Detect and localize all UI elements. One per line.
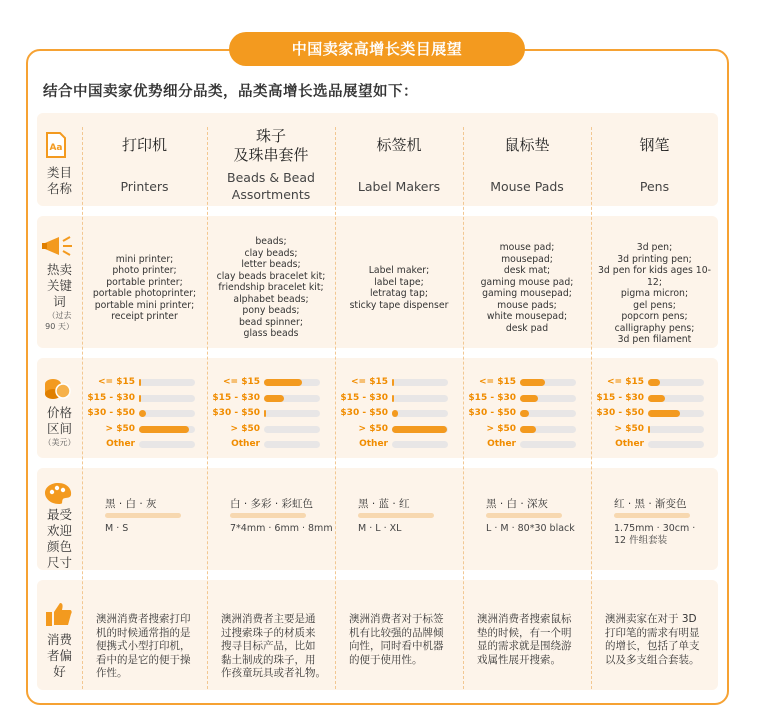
preference-line: 作性。 xyxy=(96,667,128,679)
price-share-fill xyxy=(648,379,660,386)
consumer-preference xyxy=(477,613,587,667)
keyword-item: photo printer; xyxy=(112,265,177,276)
popular-sizes xyxy=(358,523,462,535)
keyword-item: bead spinner; xyxy=(239,316,303,328)
popular-colors: 黑 · 白 · 灰 xyxy=(105,498,157,510)
price-range-label: > $50 xyxy=(230,423,260,434)
category-name-zh: 鼠标垫 xyxy=(504,136,550,154)
keyword-item: gaming mouse pad; xyxy=(480,276,574,288)
preference-line: 澳洲消费者搜索鼠标 xyxy=(477,613,572,625)
category-name-zh: 钢笔 xyxy=(639,136,670,154)
price-row xyxy=(82,393,207,404)
preference-line: 澳洲消费者搜索打印 xyxy=(96,613,191,625)
price-range-label: $30 - $50 xyxy=(87,408,135,418)
color-underline xyxy=(614,513,690,518)
keyword-list xyxy=(207,236,335,340)
price-share-bar xyxy=(520,441,576,448)
price-range-label: > $50 xyxy=(486,423,516,434)
category-name-en: Label Makers xyxy=(357,179,441,194)
category-name xyxy=(207,127,335,165)
row-label-line: 热卖 xyxy=(46,262,72,277)
keyword-item: portable printer; xyxy=(106,276,183,288)
keyword-item: portable mini printer; xyxy=(94,299,195,311)
keyword-item: pigma micron; xyxy=(620,288,689,299)
price-row xyxy=(463,393,591,404)
preference-line: 戏属性展开搜索。 xyxy=(477,653,561,666)
keyword-list xyxy=(82,254,207,323)
price-share-bar xyxy=(392,441,448,448)
category-name-en-block xyxy=(207,169,335,203)
price-share-fill xyxy=(520,379,545,386)
row-label-line: 颜色 xyxy=(46,539,72,554)
category-name-en-block xyxy=(591,178,718,195)
category-name xyxy=(335,136,463,155)
popular-colors: 白 · 多彩 · 彩虹色 xyxy=(230,498,314,510)
category-name xyxy=(463,136,591,155)
price-share-fill xyxy=(264,410,266,417)
price-share-fill xyxy=(139,410,146,417)
price-row xyxy=(207,377,335,388)
keyword-item: clay beads; xyxy=(244,247,298,259)
price-share-fill xyxy=(139,395,141,402)
size-line: M · L · XL xyxy=(358,523,402,534)
price-row xyxy=(591,408,718,419)
preference-line: 向性，同时看中机器 xyxy=(349,640,444,652)
price-range-label: Other xyxy=(231,439,260,449)
price-range-label: $15 - $30 xyxy=(468,392,516,403)
price-share-fill xyxy=(139,379,141,386)
row-label-line: 尺寸 xyxy=(46,555,72,570)
color-underline xyxy=(105,513,181,518)
price-share-bar xyxy=(520,426,576,433)
price-row xyxy=(82,424,207,435)
price-row xyxy=(207,393,335,404)
preference-line: 打印笔的需求有明显 xyxy=(605,626,700,639)
price-range-label: > $50 xyxy=(358,423,388,434)
keyword-list xyxy=(463,242,591,334)
price-share-fill xyxy=(648,426,650,433)
price-row xyxy=(335,377,463,388)
keyword-item: clay beads bracelet kit; xyxy=(216,270,326,282)
price-share-bar xyxy=(139,410,195,417)
price-row xyxy=(591,377,718,388)
category-name-zh: 珠子 xyxy=(255,127,286,145)
price-range-label: $30 - $50 xyxy=(340,408,388,418)
price-row xyxy=(207,408,335,419)
size-line: 1.75mm · 30cm · xyxy=(614,523,696,534)
price-range-label: $15 - $30 xyxy=(596,392,644,403)
category-name-zh: 及珠串套件 xyxy=(233,146,309,164)
popular-sizes xyxy=(486,523,590,535)
category-row-header xyxy=(37,165,82,197)
color-underline xyxy=(486,513,562,518)
keyword-item: white mousepad; xyxy=(486,311,568,322)
keyword-item: 3d pen for kids ages 10-12; xyxy=(598,265,711,288)
row-label-line: 区间 xyxy=(46,421,72,436)
keyword-item: receipt printer xyxy=(111,311,178,322)
keyword-item: mousepad; xyxy=(501,253,553,265)
price-share-bar xyxy=(392,379,448,386)
popular-colors: 黑 · 蓝 · 红 xyxy=(358,498,410,510)
category-name-en: Mouse Pads xyxy=(490,179,564,194)
keyword-item: 3d pen filament xyxy=(617,334,692,345)
size-line: 12 件组套装 xyxy=(614,535,668,546)
price-share-bar xyxy=(520,410,576,417)
price-share-bar xyxy=(648,441,704,448)
price-share-bar xyxy=(139,395,195,402)
keyword-item: letratag tap; xyxy=(369,288,429,299)
intro-text: 结合中国卖家优势细分品类，品类高增长选品展望如下： xyxy=(43,84,418,100)
megaphone-icon xyxy=(41,234,75,258)
keyword-item: calligraphy pens; xyxy=(614,322,695,334)
row-label-line: 类目 xyxy=(46,165,72,180)
price-range-label: $15 - $30 xyxy=(87,392,135,403)
keyword-item: mouse pads; xyxy=(497,299,557,311)
price-share-fill xyxy=(264,379,302,386)
preference-line: 看中的是它的便于操 xyxy=(96,653,191,666)
row-sublabel: 90 天） xyxy=(45,322,74,331)
keyword-item: beads; xyxy=(255,236,287,248)
price-share-bar xyxy=(520,379,576,386)
row-label-line: 关键 xyxy=(46,278,72,293)
price-row xyxy=(463,408,591,419)
popular-sizes xyxy=(230,523,334,535)
price-range-label: $30 - $50 xyxy=(212,408,260,418)
price-range-label: Other xyxy=(106,439,135,449)
price-share-fill xyxy=(264,395,284,402)
category-name-en-block xyxy=(463,178,591,195)
preference-line: 搜寻目标产品，比如 xyxy=(221,640,316,652)
price-share-bar xyxy=(392,410,448,417)
price-share-fill xyxy=(392,379,394,386)
price-share-fill xyxy=(520,395,538,402)
keyword-item: mouse pad; xyxy=(499,242,555,253)
thumbs-up-icon xyxy=(45,601,73,627)
palette-icon xyxy=(43,481,73,505)
price-range-label: <= $15 xyxy=(350,377,388,387)
keyword-item: portable photoprinter; xyxy=(92,288,197,299)
price-share-bar xyxy=(392,395,448,402)
size-line: M · S xyxy=(105,523,129,534)
keyword-list xyxy=(591,242,718,346)
price-row xyxy=(591,439,718,450)
category-name-en: Printers xyxy=(120,179,169,194)
price-share-bar xyxy=(264,395,320,402)
price-share-bar xyxy=(139,441,195,448)
row-label-line: 者偏 xyxy=(46,648,72,663)
keyword-item: letter beads; xyxy=(241,259,301,271)
price-range-label: > $50 xyxy=(105,423,135,434)
price-share-fill xyxy=(392,410,398,417)
color-underline xyxy=(358,513,434,518)
price-range-label: <= $15 xyxy=(222,377,260,387)
preference-line: 的便于使用性。 xyxy=(349,653,423,666)
row-label-line: 价格 xyxy=(46,405,72,420)
price-range-label: $30 - $50 xyxy=(596,408,644,418)
row-sublabel: （过去 xyxy=(47,311,72,320)
keyword-item: popcorn pens; xyxy=(621,311,688,322)
price-row xyxy=(82,377,207,388)
preference-line: 澳洲卖家在对于 3D xyxy=(605,613,697,625)
price-share-fill xyxy=(139,426,189,433)
keyword-item: 3d pen; xyxy=(636,242,673,253)
price-share-bar xyxy=(264,379,320,386)
keyword-item: label tape; xyxy=(374,276,424,288)
keyword-item: sticky tape dispenser xyxy=(349,299,449,311)
category-name xyxy=(82,136,207,155)
keyword-item: Label maker; xyxy=(368,265,430,276)
price-range-label: $15 - $30 xyxy=(340,392,388,403)
popular-sizes xyxy=(614,523,717,547)
category-name-en: Beads & Bead xyxy=(227,170,315,185)
row-label-line: 最受 xyxy=(46,507,72,522)
price-range-label: Other xyxy=(487,439,516,449)
price-row xyxy=(591,424,718,435)
price-row xyxy=(591,393,718,404)
popular-colors: 黑 · 白 · 深灰 xyxy=(486,498,549,510)
price-range-label: <= $15 xyxy=(478,377,516,387)
popular-sizes xyxy=(105,523,206,535)
category-name-en: Assortments xyxy=(231,187,311,202)
svg-text:Aa: Aa xyxy=(49,143,63,153)
size-line: L · M · 80*30 black xyxy=(486,523,575,534)
size-line: 7*4mm · 6mm · 8mm xyxy=(230,523,333,534)
coins-icon xyxy=(43,376,71,402)
keyword-item: desk pad xyxy=(505,322,549,334)
price-range-label: $30 - $50 xyxy=(468,408,516,418)
price-share-bar xyxy=(648,379,704,386)
document-icon xyxy=(45,132,67,158)
price-range-label: Other xyxy=(615,439,644,449)
price-share-bar xyxy=(139,426,195,433)
category-name-zh: 打印机 xyxy=(121,136,167,154)
price-row-header xyxy=(37,405,82,448)
keyword-item: 3d printing pen; xyxy=(617,253,692,265)
consumer-preference xyxy=(605,613,714,667)
keyword-item: mini printer; xyxy=(115,253,174,265)
price-share-bar xyxy=(139,379,195,386)
price-share-fill xyxy=(392,426,447,433)
popular-colors: 红 · 黑 · 渐变色 xyxy=(614,498,687,510)
price-row xyxy=(207,439,335,450)
price-share-bar xyxy=(264,441,320,448)
row-label-line: 欢迎 xyxy=(46,523,72,538)
keywords-row-header xyxy=(37,262,82,332)
price-row xyxy=(463,377,591,388)
preference-line: 的增长，包括了单支 xyxy=(605,640,700,652)
price-row xyxy=(463,424,591,435)
row-sublabel: （美元） xyxy=(43,438,76,447)
price-row xyxy=(335,408,463,419)
price-row xyxy=(463,439,591,450)
keyword-item: gaming mousepad; xyxy=(482,288,572,299)
category-name-en-block xyxy=(82,178,207,195)
preference-line: 作孩童玩具或者礼物。 xyxy=(221,667,326,679)
price-share-bar xyxy=(648,426,704,433)
preference-line: 黏土制成的珠子，用 xyxy=(221,653,316,666)
price-range-label: Other xyxy=(359,439,388,449)
preference-line: 以及多支组合套装。 xyxy=(605,653,700,666)
price-share-bar xyxy=(648,395,704,402)
category-name-en-block xyxy=(335,178,463,195)
keyword-item: desk mat; xyxy=(503,265,551,276)
category-name-en: Pens xyxy=(639,179,670,194)
price-share-fill xyxy=(520,410,529,417)
consumer-preference xyxy=(349,613,459,667)
color-row-band xyxy=(37,468,718,570)
keyword-item: glass beads xyxy=(243,328,299,340)
price-range-label: <= $15 xyxy=(97,377,135,387)
category-name-zh: 标签机 xyxy=(376,136,422,154)
preference-line: 垫的时候，有一个明 xyxy=(477,626,572,639)
price-range-label: $15 - $30 xyxy=(212,392,260,403)
price-share-bar xyxy=(264,426,320,433)
category-name xyxy=(591,136,718,155)
price-share-bar xyxy=(648,410,704,417)
preference-line: 澳洲消费者主要是通 xyxy=(221,613,316,625)
keyword-item: friendship bracelet kit; xyxy=(218,282,324,294)
price-share-fill xyxy=(520,426,536,433)
color-row-header xyxy=(37,507,82,571)
price-share-bar xyxy=(520,395,576,402)
keyword-item: gel pens; xyxy=(633,299,676,311)
preference-line: 便携式小型打印机， xyxy=(96,640,191,652)
price-share-fill xyxy=(392,395,394,402)
preference-line: 机有比较强的品牌倾 xyxy=(349,626,444,639)
price-row xyxy=(335,439,463,450)
price-share-bar xyxy=(264,410,320,417)
keyword-item: alphabet beads; xyxy=(233,293,309,305)
preference-line: 过搜索珠子的材质来 xyxy=(221,626,316,639)
page-title: 中国卖家高增长类目展望 xyxy=(229,32,525,66)
pref-row-header xyxy=(37,632,82,680)
price-share-fill xyxy=(648,410,680,417)
price-range-label: > $50 xyxy=(614,423,644,434)
keyword-list xyxy=(335,265,463,311)
keyword-item: pony beads; xyxy=(242,305,300,317)
preference-line: 澳洲消费者对于标签 xyxy=(349,613,444,625)
consumer-preference xyxy=(221,613,331,681)
price-row xyxy=(82,408,207,419)
price-share-fill xyxy=(648,395,665,402)
row-label-line: 好 xyxy=(53,664,66,679)
color-underline xyxy=(230,513,306,518)
price-range-label: <= $15 xyxy=(606,377,644,387)
consumer-preference xyxy=(96,613,203,681)
row-label-line: 词 xyxy=(53,294,66,309)
preference-line: 机的时候通常指的是 xyxy=(96,626,191,639)
preference-line: 显的需求就是围绕游 xyxy=(477,640,572,652)
price-row xyxy=(207,424,335,435)
price-share-bar xyxy=(392,426,448,433)
row-label-line: 名称 xyxy=(46,181,72,196)
price-row xyxy=(335,393,463,404)
price-row xyxy=(335,424,463,435)
row-label-line: 消费 xyxy=(46,632,72,647)
price-row xyxy=(82,439,207,450)
